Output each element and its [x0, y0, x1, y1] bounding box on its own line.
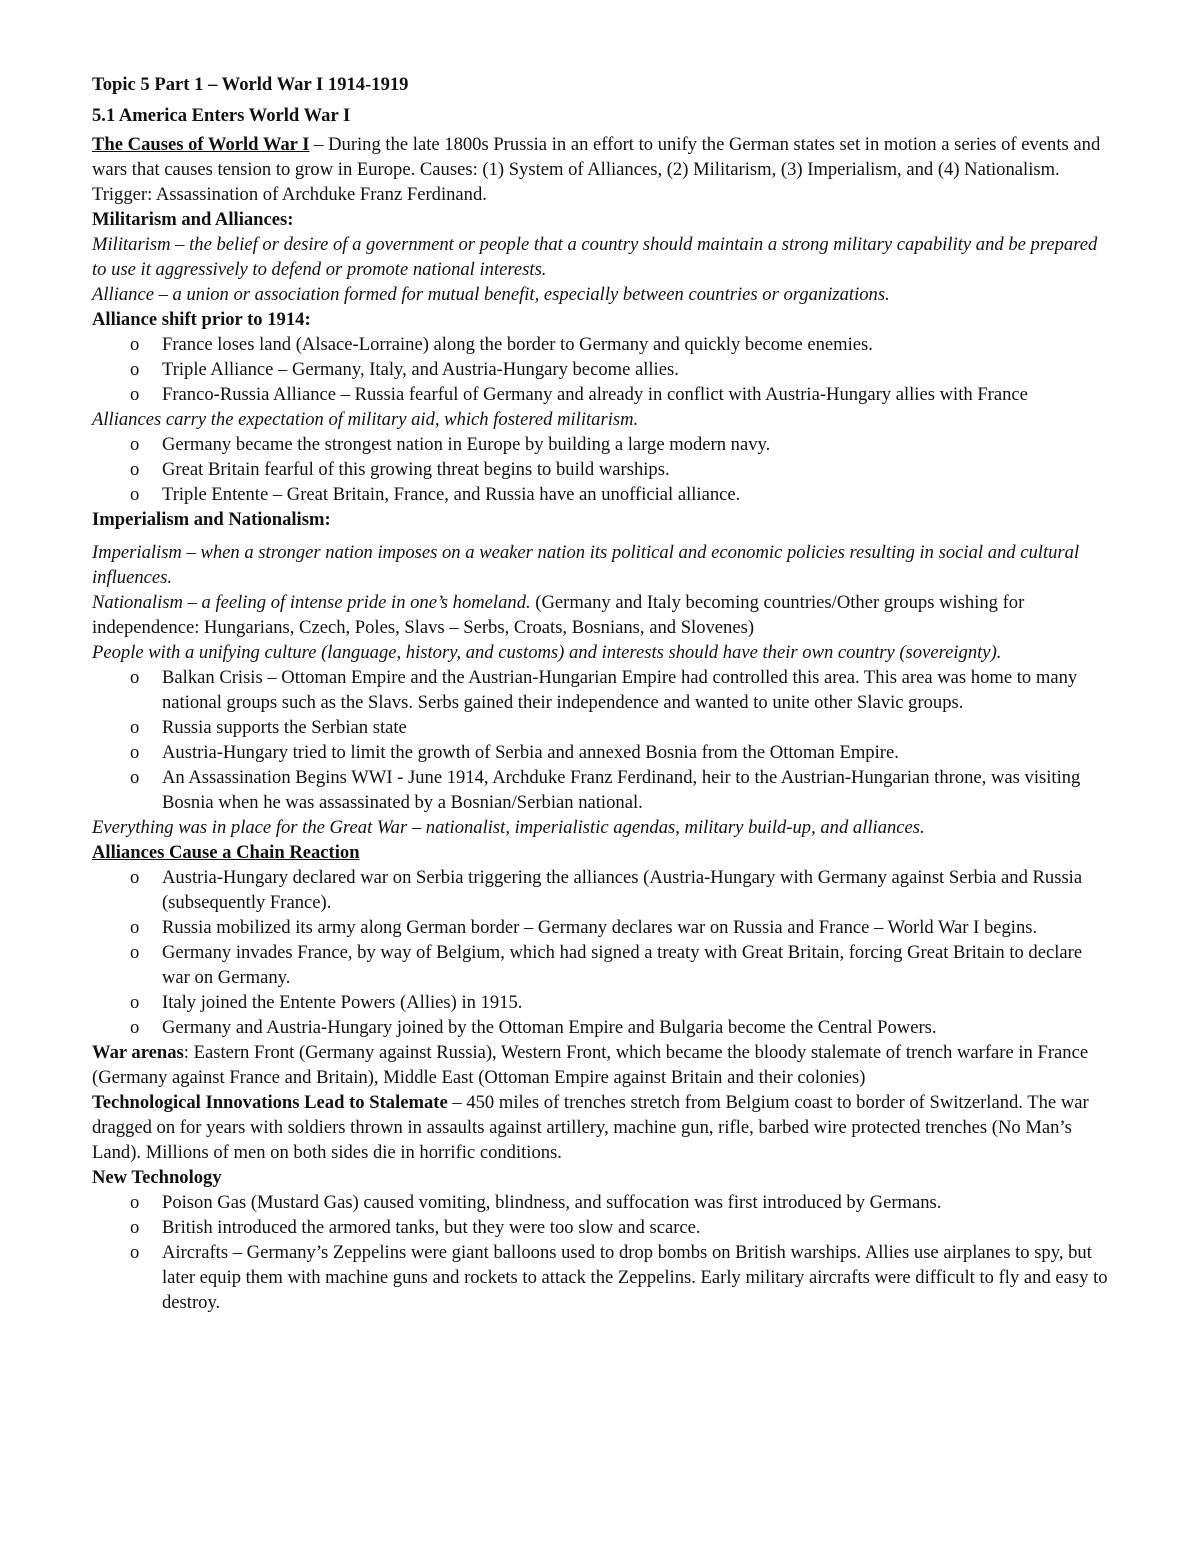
list-item-text: Aircrafts – Germany’s Zeppelins were giant balloons used to drop bombs on British warships. Allies use airplanes to spy, but later equip them with machine guns and rockets to attack the Zeppelins. Early military aircrafts were difficult to fly and easy to destroy.: [162, 1242, 1108, 1313]
list-item-text: An Assassination Begins WWI - June 1914, Archduke Franz Ferdinand, heir to the Austrian-Hungarian throne, was visiting Bosnia when he was assassinated by a Bosnian/Serbian national.: [162, 767, 1081, 813]
list-item: [92, 940, 1110, 990]
bullet-icon: o: [130, 717, 140, 738]
alliances-note: Alliances carry the expectation of military aid, which fostered militarism.: [92, 409, 639, 430]
list-item: [92, 740, 1110, 765]
bullet-icon: o: [130, 667, 140, 688]
list-item: [92, 765, 1110, 815]
list-item-text: Russia supports the Serbian state: [162, 717, 407, 738]
list-item: [92, 432, 1110, 457]
new-technology-list: [92, 1190, 1110, 1315]
bullet-icon: o: [130, 867, 140, 888]
causes-paragraph: [92, 132, 1110, 207]
navy-list: [92, 432, 1110, 507]
imperialism-heading: Imperialism and Nationalism:: [92, 509, 331, 530]
list-item-text: Triple Entente – Great Britain, France, and Russia have an unofficial alliance.: [162, 484, 741, 505]
list-item-text: Germany invades France, by way of Belgium, which had signed a treaty with Great Britain, forcing Great Britain to declare war on Germany.: [162, 942, 1083, 988]
sovereignty-definition: People with a unifying culture (language, history, and customs) and interests should have their own country (sovereignty).: [92, 642, 1002, 663]
list-item-text: Franco-Russia Alliance – Russia fearful of Germany and already in conflict with Austria-Hungary allies with France: [162, 384, 1028, 405]
bullet-icon: o: [130, 767, 140, 788]
militarism-heading: Militarism and Alliances:: [92, 209, 294, 230]
bullet-icon: o: [130, 917, 140, 938]
alliance-definition: Alliance – a union or association formed for mutual benefit, especially between countries or organizations.: [92, 284, 890, 305]
list-item-text: Great Britain fearful of this growing threat begins to build warships.: [162, 459, 670, 480]
list-item: [92, 457, 1110, 482]
list-item: [92, 332, 1110, 357]
causes-text: – During the late 1800s Prussia in an effort to unify the German states set in motion a series of events and wars that causes tension to grow in Europe. Causes: (1) System of Alliances, (2) Militarism, (3) Imperialism, and (4) Nationalism. Trigger: Assassination of Archduke Franz Ferdinand.: [92, 134, 1101, 205]
bullet-icon: o: [130, 1242, 140, 1263]
list-item: [92, 865, 1110, 915]
list-item-text: Germany and Austria-Hungary joined by the Ottoman Empire and Bulgaria become the Central Powers.: [162, 1017, 937, 1038]
bullet-icon: o: [130, 484, 140, 505]
nationalism-definition: Nationalism – a feeling of intense pride in one’s homeland.: [92, 592, 531, 613]
war-arenas-heading: War arenas: [92, 1042, 184, 1063]
bullet-icon: o: [130, 1017, 140, 1038]
list-item-text: British introduced the armored tanks, but they were too slow and scarce.: [162, 1217, 701, 1238]
war-arenas-paragraph: [92, 1040, 1110, 1090]
list-item: [92, 715, 1110, 740]
list-item-text: Triple Alliance – Germany, Italy, and Austria-Hungary become allies.: [162, 359, 679, 380]
list-item: [92, 990, 1110, 1015]
document-title: Topic 5 Part 1 – World War I 1914-1919: [92, 74, 409, 95]
list-item-text: Poison Gas (Mustard Gas) caused vomiting, blindness, and suffocation was first introduced by Germans.: [162, 1192, 942, 1213]
bullet-icon: o: [130, 459, 140, 480]
imperialism-definition: Imperialism – when a stronger nation imposes on a weaker nation its political and economic policies resulting in social and cultural influences.: [92, 542, 1080, 588]
list-item: [92, 1215, 1110, 1240]
list-item-text: Balkan Crisis – Ottoman Empire and the Austrian-Hungarian Empire had controlled this area. This area was home to many national groups such as the Slavs. Serbs gained their independence and wanted to unite other Slavic groups.: [162, 667, 1078, 713]
balkan-list: [92, 665, 1110, 815]
causes-heading: The Causes of World War I: [92, 134, 310, 155]
bullet-icon: o: [130, 992, 140, 1013]
war-arenas-text: : Eastern Front (Germany against Russia), Western Front, which became the bloody stalemate of trench warfare in France (Germany against France and Britain), Middle East (Ottoman Empire against Britain and their colonies): [92, 1042, 1089, 1088]
list-item-text: Austria-Hungary tried to limit the growth of Serbia and annexed Bosnia from the Ottoman Empire.: [162, 742, 899, 763]
great-war-note: Everything was in place for the Great War – nationalist, imperialistic agendas, military build-up, and alliances.: [92, 817, 925, 838]
list-item-text: France loses land (Alsace-Lorraine) along the border to Germany and quickly become enemies.: [162, 334, 873, 355]
list-item: [92, 665, 1110, 715]
bullet-icon: o: [130, 1217, 140, 1238]
list-item: [92, 357, 1110, 382]
list-item: [92, 482, 1110, 507]
bullet-icon: o: [130, 942, 140, 963]
list-item: [92, 1190, 1110, 1215]
list-item: [92, 1015, 1110, 1040]
list-item-text: Austria-Hungary declared war on Serbia triggering the alliances (Austria-Hungary with Germany against Serbia and Russia (subsequently France).: [162, 867, 1083, 913]
new-technology-heading: New Technology: [92, 1167, 222, 1188]
nationalism-paragraph: [92, 590, 1110, 640]
bullet-icon: o: [130, 334, 140, 355]
bullet-icon: o: [130, 359, 140, 380]
bullet-icon: o: [130, 742, 140, 763]
list-item: [92, 1240, 1110, 1315]
bullet-icon: o: [130, 384, 140, 405]
nationalism-detail: (Germany and Italy becoming countries/Other groups wishing for independence: Hungarians, Czech, Poles, Slavs – Serbs, Croats, Bosnians, and Slovenes): [92, 592, 1025, 638]
tech-heading: Technological Innovations Lead to Stalemate: [92, 1092, 448, 1113]
list-item-text: Italy joined the Entente Powers (Allies) in 1915.: [162, 992, 523, 1013]
militarism-definition: Militarism – the belief or desire of a government or people that a country should maintain a strong military capability and be prepared to use it aggressively to defend or promote national interests.: [92, 234, 1098, 280]
alliance-shift-list: [92, 332, 1110, 407]
bullet-icon: o: [130, 434, 140, 455]
chain-reaction-heading: Alliances Cause a Chain Reaction: [92, 842, 360, 863]
list-item-text: Russia mobilized its army along German border – Germany declares war on Russia and France – World War I begins.: [162, 917, 1038, 938]
list-item: [92, 382, 1110, 407]
bullet-icon: o: [130, 1192, 140, 1213]
section-heading: 5.1 America Enters World War I: [92, 105, 351, 126]
list-item: [92, 915, 1110, 940]
alliance-shift-heading: Alliance shift prior to 1914:: [92, 309, 311, 330]
tech-paragraph: [92, 1090, 1110, 1165]
chain-reaction-list: [92, 865, 1110, 1040]
list-item-text: Germany became the strongest nation in Europe by building a large modern navy.: [162, 434, 771, 455]
tech-text: – 450 miles of trenches stretch from Belgium coast to border of Switzerland. The war dragged on for years with soldiers thrown in assaults against artillery, machine gun, rifle, barbed wire protected trenches (No Man’s Land). Millions of men on both sides die in horrific conditions.: [92, 1092, 1089, 1163]
